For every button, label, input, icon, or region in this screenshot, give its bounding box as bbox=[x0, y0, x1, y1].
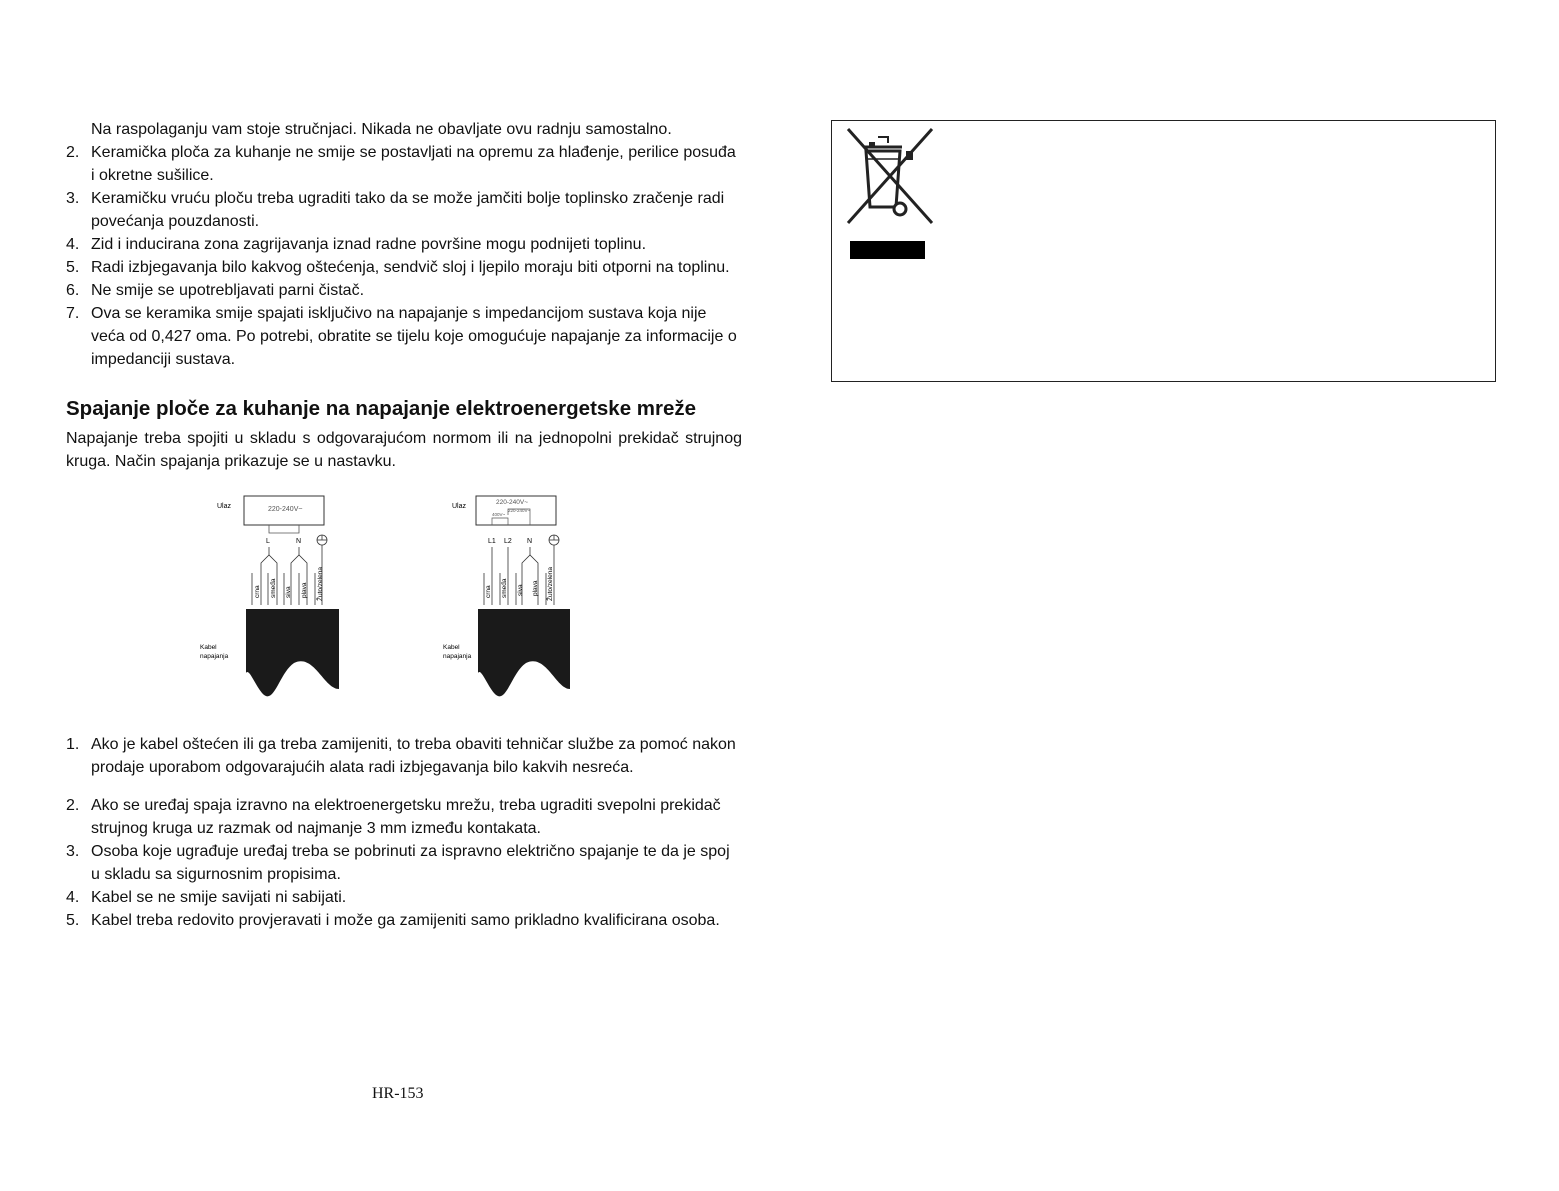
list-item: 5. Radi izbjegavanja bilo kakvog oštećenja, sendvič sloj i ljepilo moraju biti otporni na toplinu. bbox=[66, 259, 730, 276]
weee-black-bar bbox=[850, 241, 925, 259]
wire-label: Žuto/zelena bbox=[317, 567, 324, 601]
wiring-diagram-two-phase bbox=[440, 493, 600, 703]
wire-label: plava bbox=[532, 580, 539, 596]
list-item: 7. Ova se keramika smije spajati isključivo na napajanje s impedancijom sustava koja nije veća od 0,427 oma. Po potrebi, obratite se tijelu koje omogućuje napajanje za informacije o impedanciji sustava. bbox=[66, 305, 737, 368]
cable-label: Kabel bbox=[200, 644, 217, 651]
terminal-l1: L1 bbox=[488, 538, 496, 545]
wire-label: siva bbox=[517, 584, 524, 596]
list-item: 3. Keramičku vruću ploču treba ugraditi tako da se može jamčiti bolje toplinsko zračenje radi povećanja pouzdanosti. bbox=[66, 190, 725, 230]
diagram-voltage-label: 220-240V~ bbox=[496, 499, 528, 506]
diagram-voltage-label: 220-240V~ bbox=[268, 506, 303, 513]
wire-label: crna bbox=[485, 585, 492, 598]
intro-paragraph: Napajanje treba spojiti u skladu s odgovarajućom normom ili na jednopolni prekidač strujnog kruga. Način spajanja prikazuje se u nastavku. bbox=[66, 430, 742, 470]
installation-list bbox=[62, 141, 742, 371]
wire-label: siva bbox=[285, 586, 292, 598]
cable-label: Kabel bbox=[443, 644, 460, 651]
wire-label: Žuto/zelena bbox=[547, 567, 554, 601]
diagram-voltage-small: 220-240V~ bbox=[508, 508, 531, 513]
terminal-l: L bbox=[266, 538, 270, 545]
list-item: 2. Keramička ploča za kuhanje ne smije se postavljati na opremu za hlađenje, perilice posuđa i okretne sušilice. bbox=[66, 144, 736, 184]
wire-label: plava bbox=[301, 582, 308, 598]
wire-label: smeđa bbox=[501, 578, 508, 598]
terminal-l2: L2 bbox=[504, 538, 512, 545]
list-item: 4. Kabel se ne smije savijati ni sabijati. bbox=[66, 889, 347, 906]
left-column bbox=[62, 118, 742, 932]
continuation-text: Na raspolaganju vam stoje stručnjaci. Nikada ne obavljate ovu radnju samostalno. bbox=[91, 121, 672, 138]
terminal-n: N bbox=[296, 538, 302, 545]
wire-label: crna bbox=[254, 585, 261, 598]
cable-label: napajanja bbox=[200, 653, 229, 660]
section-heading: Spajanje ploče za kuhanje na napajanje elektroenergetske mreže bbox=[66, 397, 697, 420]
connection-notes-list bbox=[62, 733, 742, 932]
list-item: 2. Ako se uređaj spaja izravno na elektroenergetsku mrežu, treba ugraditi svepolni prekidač strujnog kruga uz razmak od najmanje 3 mm između kontakata. bbox=[66, 797, 721, 837]
crossed-out-wheelie-bin-icon bbox=[840, 125, 936, 230]
wiring-diagrams bbox=[62, 473, 742, 733]
list-item: 6. Ne smije se upotrebljavati parni čistač. bbox=[66, 282, 365, 299]
wire-label: smeđa bbox=[270, 578, 277, 598]
terminal-n: N bbox=[527, 538, 533, 545]
page-number: HR-153 bbox=[372, 1085, 424, 1102]
wiring-diagram-single-phase bbox=[184, 493, 344, 703]
diagram-input-label: Ulaz bbox=[452, 503, 467, 510]
list-item: 5. Kabel treba redovito provjeravati i može ga zamijeniti samo prikladno kvalificirana osoba. bbox=[66, 912, 720, 929]
list-item: 3. Osoba koje ugrađuje uređaj treba se pobrinuti za ispravno električno spajanje te da je spoj u skladu sa sigurnosnim propisima. bbox=[66, 843, 730, 883]
cable-label: napajanja bbox=[443, 653, 472, 660]
list-item: 4. Zid i inducirana zona zagrijavanja iznad radne površine mogu podnijeti toplinu. bbox=[66, 236, 647, 253]
weee-disposal-box bbox=[831, 120, 1496, 382]
list-item: 1. Ako je kabel oštećen ili ga treba zamijeniti, to treba obaviti tehničar službe za pomoć nakon prodaje uporabom odgovarajućih alata radi izbjegavanja bilo kakvih nesreća. bbox=[66, 736, 736, 776]
diagram-input-label: Ulaz bbox=[217, 503, 232, 510]
diagram-voltage-small: 400V~ bbox=[492, 512, 506, 517]
